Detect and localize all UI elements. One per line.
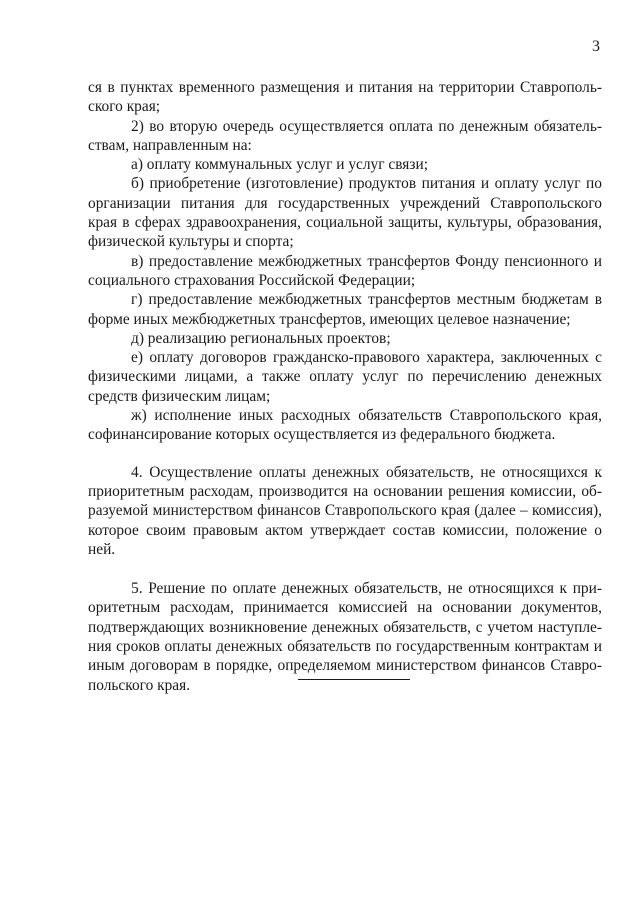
list-item-b: б) приобретение (изготовление) продуктов питания и оплату услуг по организации питания для государственных учреждений Ставропольского края в сферах здравоохранения, социальной защиты, культуры, образования, физической культуры и спорта;	[88, 175, 602, 251]
list-item-2: 2) во вторую очередь осуществляется оплата по денежным обязатель-ствам, направленным на:	[88, 117, 602, 154]
end-divider	[298, 679, 410, 680]
spacer	[88, 445, 602, 463]
paragraph-continuation: ся в пунктах временного размещения и питания на территории Ставрополь-ского края;	[88, 79, 602, 116]
list-item-a: а) оплату коммунальных услуг и услуг связи;	[131, 156, 428, 174]
list-item-g: г) предоставление межбюджетных трансфертов местным бюджетам в форме иных межбюджетных трансфертов, имеющих целевое назначение;	[88, 291, 602, 328]
list-item-v: в) предоставление межбюджетных трансфертов Фонду пенсионного и социального страхования Российской Федерации;	[88, 252, 602, 289]
clause-4: 4. Осуществление оплаты денежных обязательств, не относящихся к приоритетным расходам, производится на основании решения комиссии, об-разуемой министерством финансов Ставропольского края (далее – комиссия), которое своим правовым актом утверждает состав комиссии, положение о ней.	[88, 463, 602, 558]
page-number: 3	[592, 38, 600, 55]
document-body	[88, 78, 602, 695]
list-item-e: е) оплату договоров гражданско-правового характера, заключенных с физическими лицами, а также оплату услуг по перечислению денежных средств физическим лицам;	[88, 349, 602, 405]
list-item-zh: ж) исполнение иных расходных обязательств Ставропольского края, софинансирование которых осуществляется из федерального бюджета.	[88, 407, 602, 444]
list-item-d: д) реализацию региональных проектов;	[131, 329, 391, 347]
spacer	[88, 559, 602, 579]
clause-5: 5. Решение по оплате денежных обязательств, не относящихся к при-оритетным расходам, принимается комиссией на основании документов, подтверждающих возникновение денежных обязательств, с учетом наступле-ния сроков оплаты денежных обязательств по государственным контрактам и иным договорам в порядке, определяемом министерством финансов Ставро-польского края.	[88, 580, 602, 694]
